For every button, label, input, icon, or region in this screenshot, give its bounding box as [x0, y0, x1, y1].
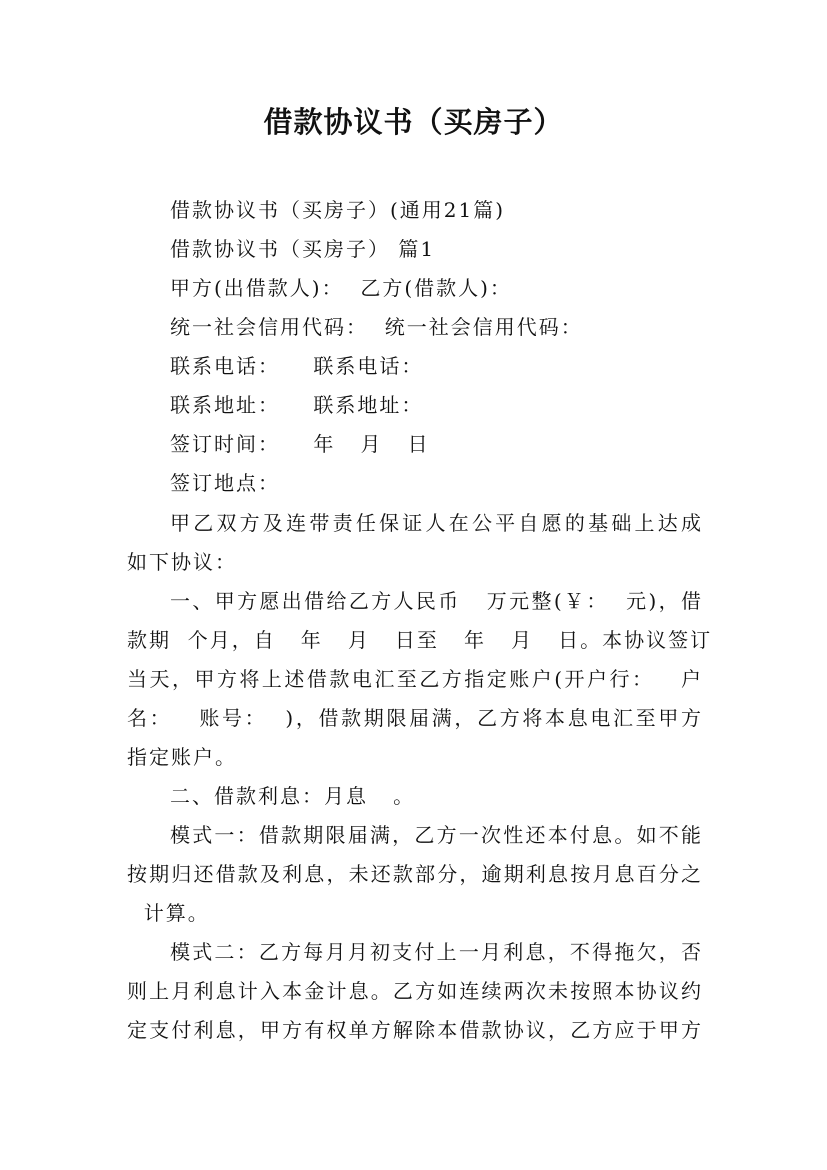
party-line: 甲方(出借款人)： 乙方(借款人)：: [170, 276, 512, 300]
sign-place-line: 签订地点：: [170, 471, 280, 495]
paragraph-line: 定支付利息，甲方有权单方解除本借款协议，乙方应于甲方: [127, 1018, 703, 1042]
subtitle-line: 借款协议书（买房子）(通用21篇): [170, 198, 506, 222]
paragraph-line: 模式一：借款期限届满，乙方一次性还本付息。如不能: [170, 823, 703, 847]
paragraph-line: 一、甲方愿出借给乙方人民币 万元整(￥： 元)，借: [170, 589, 703, 613]
paragraph-line: 计算。: [127, 901, 210, 925]
paragraph-line: 甲乙双方及连带责任保证人在公平自愿的基础上达成: [170, 511, 703, 535]
sign-date-line: 签订时间： 年 月 日: [170, 432, 430, 456]
paragraph-line: 二、借款利息：月息 。: [170, 784, 416, 808]
paragraph-line: 模式二：乙方每月月初支付上一月利息，不得拖欠，否: [170, 940, 703, 964]
credit-code-line: 统一社会信用代码： 统一社会信用代码：: [170, 315, 583, 339]
document-title: 借款协议书（买房子）: [263, 105, 564, 139]
paragraph-line: 如下协议：: [127, 550, 237, 574]
section-heading: 借款协议书（买房子） 篇1: [170, 237, 436, 261]
paragraph-line: 按期归还借款及利息，未还款部分，逾期利息按月息百分之: [127, 862, 703, 886]
phone-line: 联系电话： 联系电话：: [170, 354, 424, 378]
address-line: 联系地址： 联系地址：: [170, 393, 424, 417]
paragraph-line: 名： 账号： )，借款期限届满，乙方将本息电汇至甲方: [127, 706, 703, 730]
paragraph-line: 则上月利息计入本金计息。乙方如连续两次未按照本协议约: [127, 979, 703, 1003]
paragraph-line: 款期 个月，自 年 月 日至 年 月 日。本协议签订: [127, 628, 713, 652]
paragraph-line: 当天，甲方将上述借款电汇至乙方指定账户(开户行： 户: [127, 667, 703, 691]
paragraph-line: 指定账户。: [127, 745, 237, 769]
